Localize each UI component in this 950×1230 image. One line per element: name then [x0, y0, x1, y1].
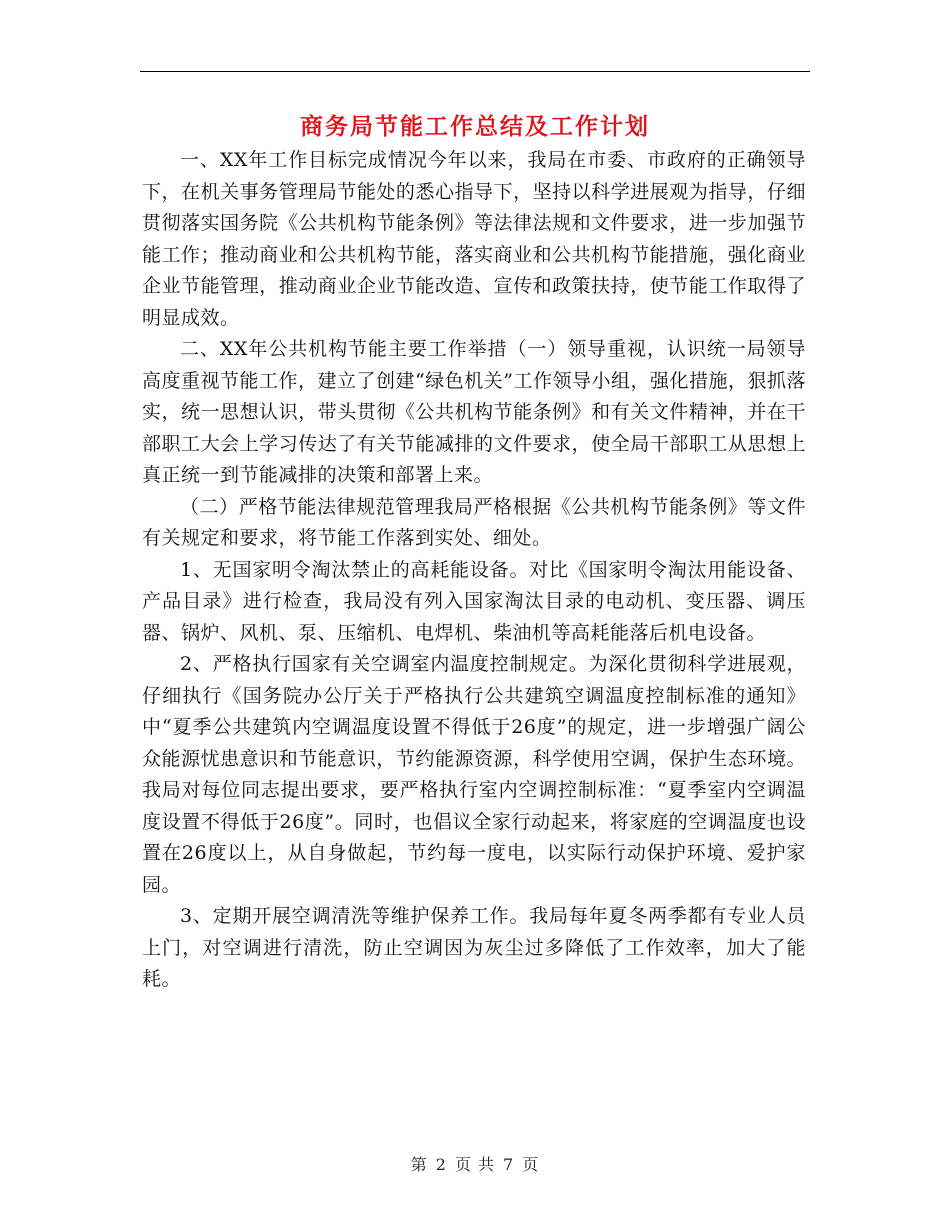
page-label-prefix: 第 [410, 1155, 428, 1174]
paragraph: 2、严格执行国家有关空调室内温度控制规定。为深化贯彻科学进展观，仔细执行《国务院办公厅关于严格执行公共建筑空调温度控制标准的通知》中“夏季公共建筑内空调温度设置不得低于26度”的规定，进一步增强广阔公众能源忧患意识和节能意识，节约能源资源，科学使用空调，保护生态环境。我局对每位同志提出要求，要严格执行室内空调控制标准：“夏季室内空调温度设置不得低于26度”。同时，也倡议全家行动起来，将家庭的空调温度也设置在26度以上，从自身做起，节约每一度电，以实际行动保护环境、爱护家园。 [142, 653, 806, 896]
document-title: 商务局节能工作总结及工作计划 [300, 114, 650, 140]
page-label-suffix: 页 [522, 1155, 540, 1174]
page-footer [0, 1152, 950, 1175]
paragraph: 1、无国家明令淘汰禁止的高耗能设备。对比《国家明令淘汰用能设备、产品目录》进行检查，我局没有列入国家淘汰目录的电动机、变压器、调压器、锅炉、风机、泵、压缩机、电焊机、柴油机等高耗能落后机电设备。 [142, 558, 806, 644]
page-number: 2 [435, 1155, 447, 1174]
paragraph: 3、定期开展空调清洗等维护保养工作。我局每年夏冬两季都有专业人员上门，对空调进行清洗，防止空调因为灰尘过多降低了工作效率，加大了能耗。 [142, 905, 806, 990]
page-label-middle: 页 共 [454, 1155, 496, 1174]
header-rule [140, 71, 810, 72]
paragraph: （二）严格节能法律规范管理我局严格根据《公共机构节能条例》等文件有关规定和要求，将节能工作落到实处、细处。 [142, 495, 806, 549]
paragraph: 二、XX年公共机构节能主要工作举措（一）领导重视，认识统一局领导高度重视节能工作，建立了创建“绿色机关”工作领导小组，强化措施，狠抓落实，统一思想认识，带头贯彻《公共机构节能条例》和有关文件精神，并在干部职工大会上学习传达了有关节能减排的文件要求，使全局干部职工从思想上真正统一到节能减排的决策和部署上来。 [142, 338, 806, 486]
document-body [142, 145, 806, 996]
total-pages: 7 [503, 1155, 515, 1174]
paragraph: 一、XX年工作目标完成情况今年以来，我局在市委、市政府的正确领导下，在机关事务管理局节能处的悉心指导下，坚持以科学进展观为指导，仔细贯彻落实国务院《公共机构节能条例》等法律法规和文件要求，进一步加强节能工作；推动商业和公共机构节能，落实商业和公共机构节能措施，强化商业企业节能管理，推动商业企业节能改造、宣传和政策扶持，使节能工作取得了明显成效。 [142, 149, 806, 329]
